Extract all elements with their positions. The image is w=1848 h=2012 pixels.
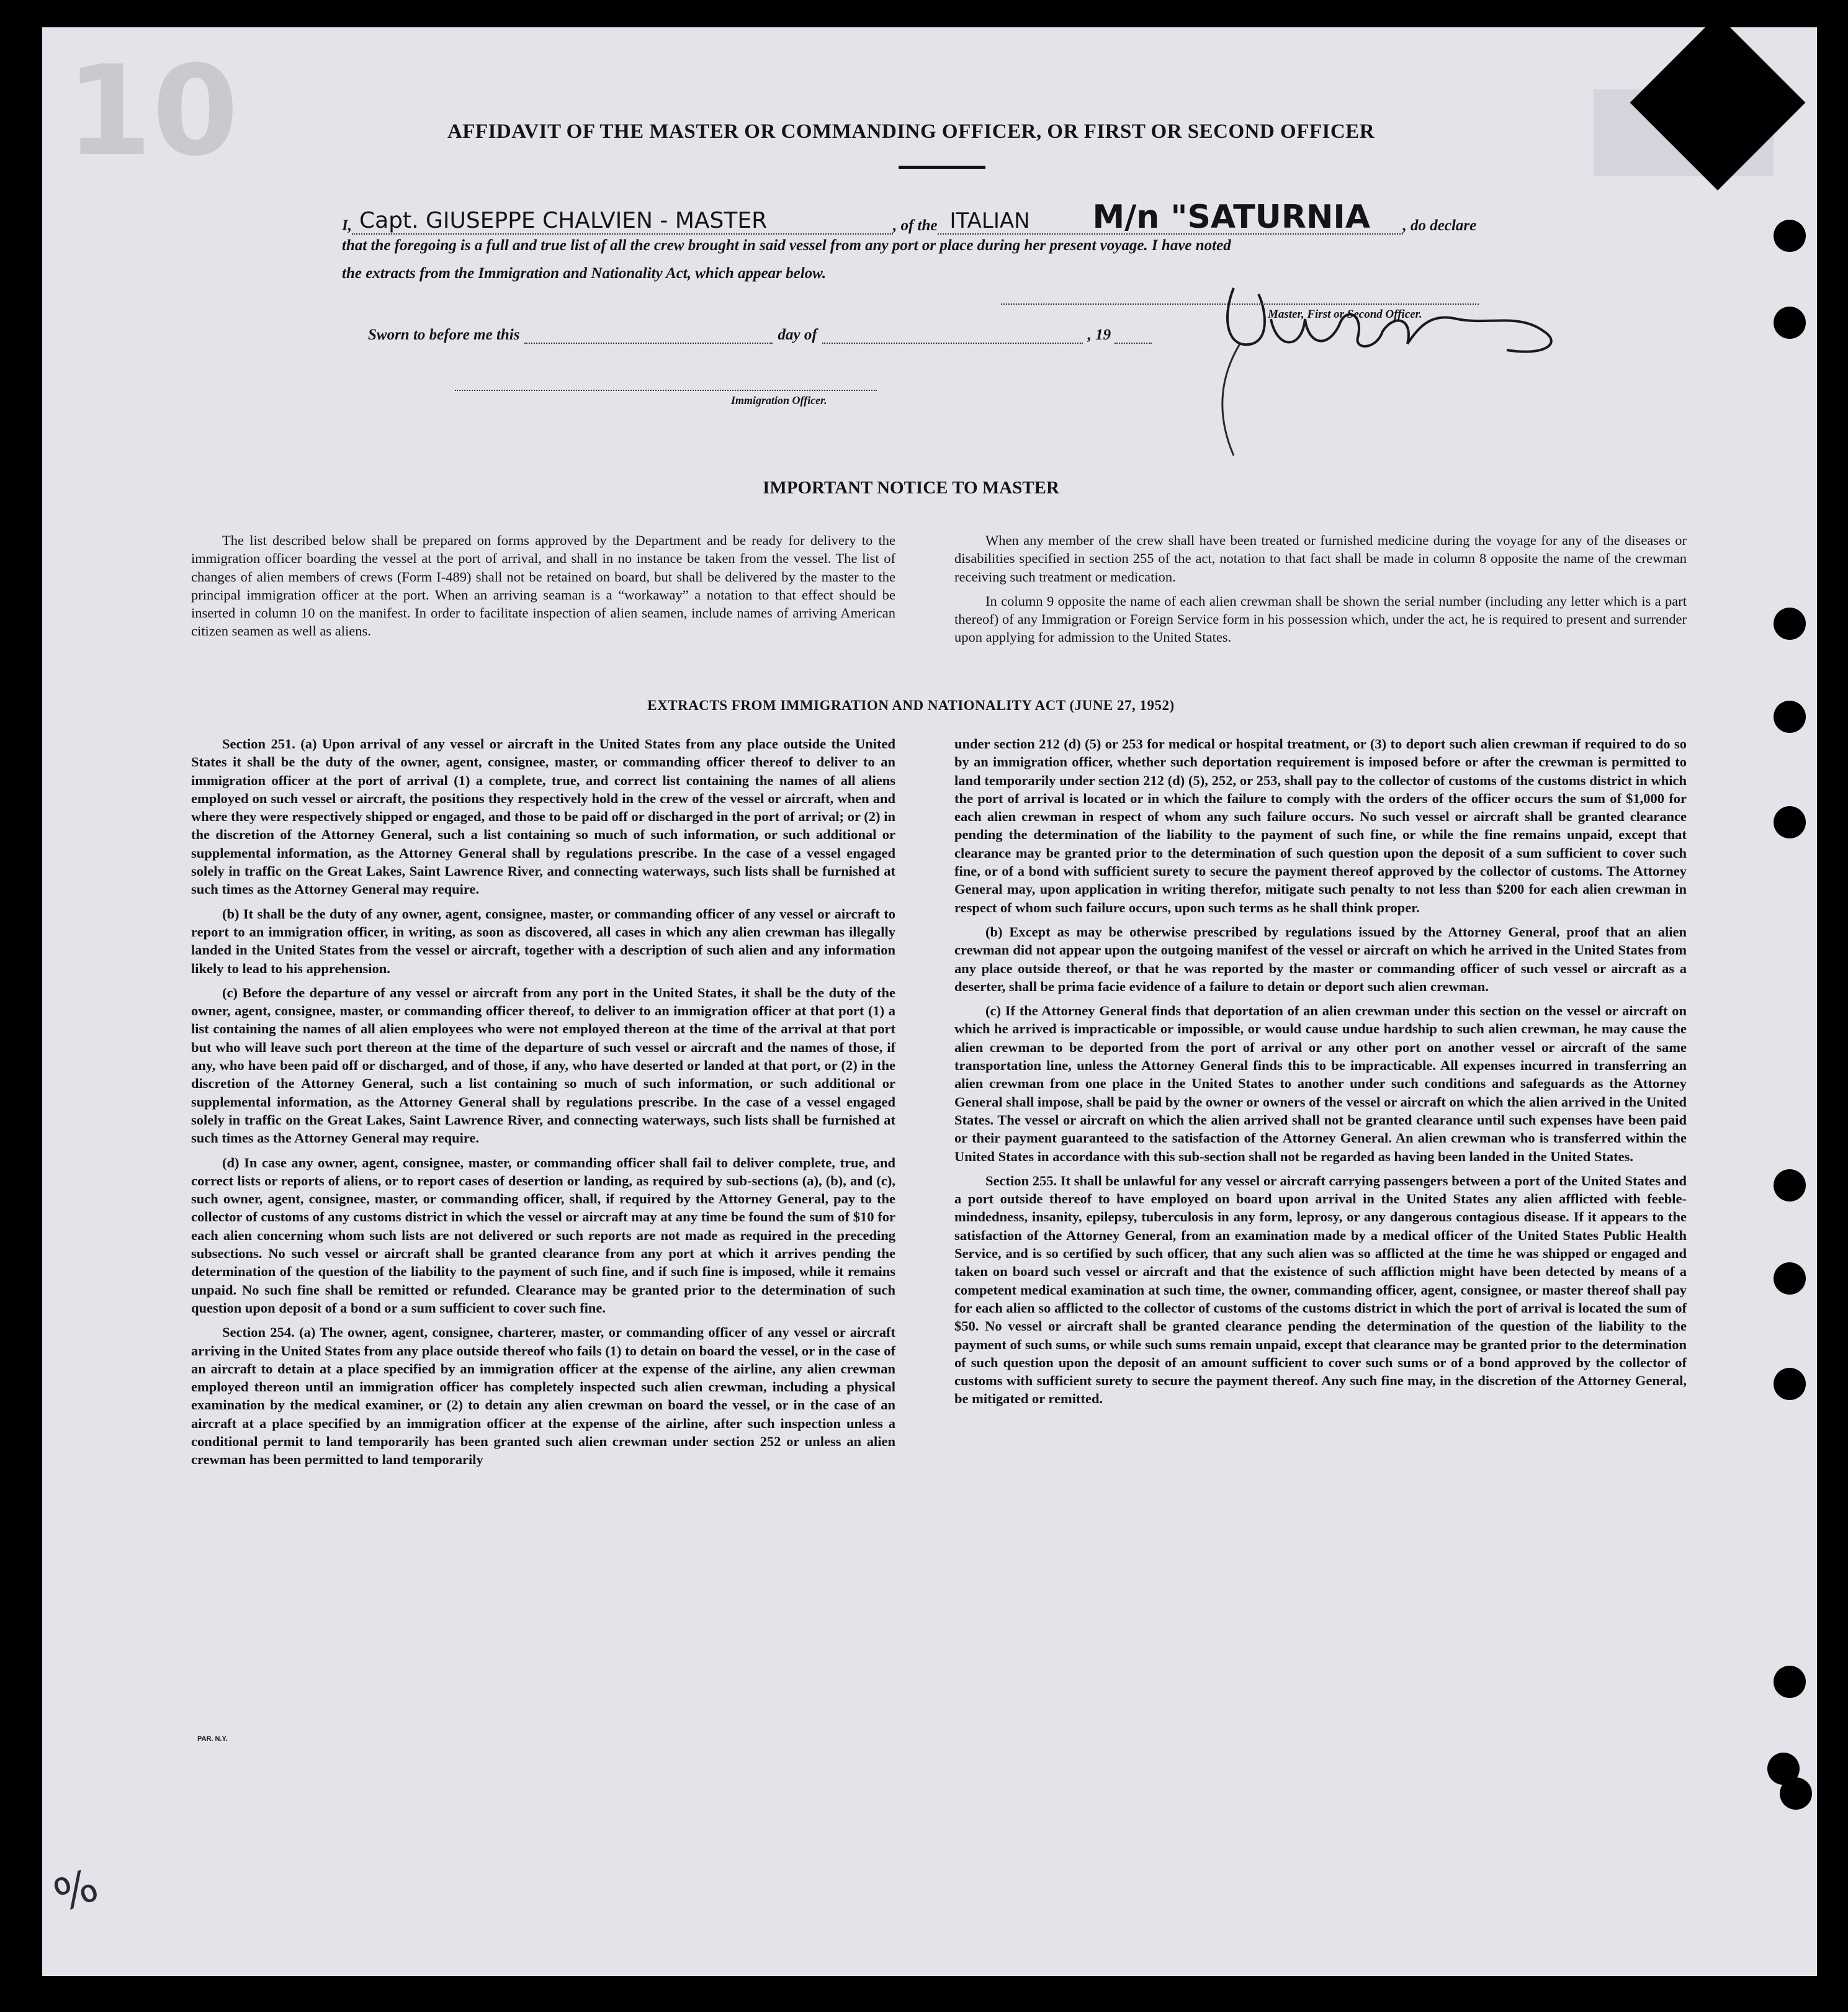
extracts-right-column <box>954 735 1687 1414</box>
master-caption: Master, First or Second Officer. <box>1268 308 1422 321</box>
printer-mark: PAR. N.Y. <box>197 1735 228 1743</box>
year-label: , 19 <box>1087 326 1111 343</box>
declaration-line-2: the extracts from the Immigration and Nationality Act, which appear below. <box>342 265 827 282</box>
day-of-label: day of <box>778 326 817 343</box>
i-label: I, <box>342 217 352 234</box>
sworn-row <box>368 326 1152 344</box>
extracts-left-column <box>191 735 895 1475</box>
section-251c: (c) Before the departure of any vessel or aircraft from any port in the United States, it shall be the duty of the owner, agent, consignee, master, or commanding officer thereof, to deliver to an immigration officer at that port (1) a list containing the names of all alien employees who were not employed thereon at the time of the arrival at that port but who will leave such port thereon at the time of the departure of such vessel or aircraft and the names of those, if any, who have been paid off or discharged, and of those, if any, who have deserted or landed at that port, or (2) in the discretion of the Attorney General, such a list containing so much of such information, or such additional or supplemental information, as the Attorney General shall by regulations prescribe. In the case of a vessel engaged solely in traffic on the Great Lakes, Saint Lawrence River, and connecting waterways, such lists shall be furnished at such times as the Attorney General may require. <box>191 984 895 1146</box>
handwritten-bottom-mark: % <box>47 1858 105 1923</box>
binder-hole <box>1774 806 1806 838</box>
master-name-field: Capt. GIUSEPPE CHALVIEN - MASTER <box>352 208 893 235</box>
binder-hole <box>1774 701 1806 733</box>
of-the-label: , of the <box>892 217 938 234</box>
notice-left-paragraph: The list described below shall be prepared on forms approved by the Department and be ready for delivery to the immigration officer boarding the vessel at the port of arrival, and shall in no instance be taken from the vessel. The list of changes of alien members of crews (Form I-489) shall not be retained on board, but shall be delivered by the master to the principal immigration officer at the port. When an arriving seaman is a “workaway” a notation to that effect should be inserted in column 10 on the manifest. In order to facilitate inspection of alien seamen, include names of arriving American citizen seamen as well as aliens. <box>191 532 895 639</box>
section-255: Section 255. It shall be unlawful for any vessel or aircraft carrying passengers between a port of the United States and a port outside thereof to have employed on board upon arrival in the United States any alien afflicted with feeble-mindedness, insanity, epilepsy, tuberculosis in any form, leprosy, or any dangerous contagious disease. If it appears to the satisfaction of the Attorney General, from an examination made by a medical officer of the United States Public Health Service, and is so certified by such officer, that any such alien was so afflicted at the time he was shipped or engaged and taken on board such vessel or aircraft and that the existence of such affliction might have been detected by means of a competent medical examination at such time, the owner, commanding officer, agent, consignee, or master thereof shall pay for each alien so afflicted to the collector of customs of the customs district in which the port of arrival is located the sum of $50. No vessel or aircraft shall be granted clearance pending the determination of the question of the liability to the payment of such sums, or while such sums remain unpaid, except that clearance may be granted prior to the determination of such question upon the deposit of an amount sufficient to cover such sums or of a bond approved by the collector of customs with sufficient surety to secure the payment thereof. Any such fine may, in the discretion of the Attorney General, be mitigated or remitted. <box>954 1172 1687 1407</box>
do-declare-label: , do declare <box>1402 217 1477 234</box>
binder-hole <box>1774 1368 1806 1400</box>
immigration-officer-line <box>455 390 877 391</box>
declaration-row <box>342 199 1558 236</box>
sworn-label: Sworn to before me this <box>368 326 520 343</box>
extracts-title: EXTRACTS FROM IMMIGRATION AND NATIONALITY ACT (JUNE 27, 1952) <box>647 698 1175 713</box>
binder-hole <box>1780 1777 1812 1810</box>
document-page <box>42 27 1817 1976</box>
binder-hole <box>1774 1262 1806 1295</box>
section-254a-cont: under section 212 (d) (5) or 253 for medical or hospital treatment, or (3) to deport such alien crewman if required to do so by an immigration officer, whether such deportation requirement is imposed before or after the crewman is permitted to land temporarily under section 212 (d) (5), 252, or 253, shall pay to the collector of customs of the customs district in which the port of arrival is located or in which the failure to comply with the orders of the officer occurs the sum of $1,000 for each alien crewman in respect of whom any such failure occurs. No such vessel or aircraft shall be granted clearance pending the determination of the liability to the payment of such fine, or while the fine remains unpaid, except that clearance may be granted prior to the determination of such question upon the deposit of a sum sufficient to cover such fine, or of a bond with sufficient surety to secure the payment thereof approved by the collector of customs. The Attorney General may, upon application in writing therefor, mitigate such penalty to not less than $200 for each alien crewman in respect of whom such failure occurs, upon such terms as he shall think proper. <box>954 736 1687 915</box>
vessel-field <box>938 199 1403 236</box>
signature-line <box>1001 303 1479 305</box>
section-254c: (c) If the Attorney General finds that deportation of an alien crewman under this section on the vessel or aircraft on which he arrived is impracticable or impossible, or would cause undue hardship to such alien crewman, he may cause the alien crewman to be deported from the port of arrival or any other port on another vessel or aircraft of the same transportation line, unless the Attorney General finds this to be impracticable. All expenses incurred in transferring an alien crewman from one place in the United States to another under such conditions and safeguards as the Attorney General shall impose, shall be paid by the owner or owners of the vessel or aircraft on which the alien arrived in the United States. The vessel or aircraft on which the alien arrived shall not be granted clearance until such expenses have been paid or their payment guaranteed to the satisfaction of the Attorney General. An alien crewman who is transferred within the United States in accordance with this sub-section shall not be regarded as having been landed in the United States. <box>954 1003 1687 1164</box>
binder-hole <box>1774 220 1806 252</box>
sworn-day-field <box>524 326 773 344</box>
section-251d: (d) In case any owner, agent, consignee, master, or commanding officer shall fail to deliver complete, true, and correct lists or reports of aliens, or to report cases of desertion or landing, as required by sub-sections (a), (b), and (c), such owner, agent, consignee, master, or commanding officer, shall, if required by the Attorney General, pay to the collector of customs of any customs district in which the vessel or aircraft may at any time be found the sum of $10 for each alien concerning whom such lists are not delivered or such reports are not made as required in the preceding subsections. No such vessel or aircraft shall be granted clearance from any port at which it arrives pending the determination of the question of the liability to the payment of such fine, and if such fine is imposed, while it remains unpaid. No such fine shall be remitted or refunded. Clearance may be granted prior to the determination of such question upon deposit of a bond or a sum sufficient to cover such fine. <box>191 1154 895 1316</box>
sworn-month-field <box>822 326 1083 344</box>
title-rule <box>899 166 985 169</box>
section-251a: Section 251. (a) Upon arrival of any vessel or aircraft in the United States from any place outside the United States it shall be the duty of the owner, agent, consignee, master, or commanding officer thereof to deliver to an immigration officer at the port of arrival (1) a complete, true, and correct list containing the names of all aliens employed on such vessel or aircraft, the positions they respectively hold in the crew of the vessel or aircraft, when and where they were respectively shipped or engaged, and those to be paid off or discharged in the port of arrival; or (2) in the discretion of the Attorney General, such a list containing so much of such information, or such additional or supplemental information, as the Attorney General shall by regulations prescribe. In the case of a vessel engaged solely in traffic on the Great Lakes, Saint Lawrence River, and connecting waterways, such lists shall be furnished at such times as the Attorney General may require. <box>191 736 895 897</box>
notice-title: IMPORTANT NOTICE TO MASTER <box>763 478 1059 498</box>
vessel-name-value: M/n "SATURNIA <box>1092 199 1370 236</box>
nationality-value: ITALIAN <box>949 209 1030 233</box>
sworn-year-field <box>1115 326 1152 344</box>
notice-right-paragraph-1: When any member of the crew shall have been treated or furnished medicine during the voyage for any of the diseases or disabilities specified in section 255 of the act, notation to that fact shall be made in column 8 opposite the name of the crewman receiving such treatment or medication. <box>954 532 1687 585</box>
binder-hole <box>1774 608 1806 640</box>
binder-hole <box>1774 1169 1806 1201</box>
affidavit-title: AFFIDAVIT OF THE MASTER OR COMMANDING OFFICER, OR FIRST OR SECOND OFFICER <box>447 120 1375 143</box>
binder-hole <box>1774 307 1806 339</box>
declaration-line-1: that the foregoing is a full and true list of all the crew brought in said vessel from any port or place during her present voyage. I have noted <box>342 237 1231 254</box>
section-254b: (b) Except as may be otherwise prescribed by regulations issued by the Attorney General, proof that an alien crewman did not appear upon the outgoing manifest of the vessel or aircraft on which he arrived in the United States from any place outside thereof, or that he was reported by the master or commanding officer of such vessel or aircraft as a deserter, shall be prima facie evidence of a failure to detain or deport such alien crewman. <box>954 923 1687 994</box>
corner-stamp-number: 10 <box>66 39 239 184</box>
notice-left-column <box>191 531 895 647</box>
section-254a: Section 254. (a) The owner, agent, consignee, charterer, master, or commanding officer of any vessel or aircraft arriving in the United States from any place outside thereof who fails (1) to detain on board the vessel, or in the case of an aircraft to detain at a place specified by an immigration officer at the expense of the airline, any alien crewman employed thereon until an immigration officer has completely inspected such alien crewman, including a physical examination by the medical examiner, or (2) to detain any alien crewman on board the vessel, or in the case of an aircraft at a place specified by an immigration officer at the expense of the airline, after such inspection unless a conditional permit to land temporarily has been granted such alien crewman under section 252 or unless an alien crewman has been permitted to land temporarily <box>191 1324 895 1468</box>
master-signature <box>1196 251 1594 487</box>
notice-right-paragraph-2: In column 9 opposite the name of each alien crewman shall be shown the serial number (including any letter which is a part thereof) of any Immigration or Foreign Service form in his possession which, under the act, he is required to present and surrender upon applying for admission to the United States. <box>954 593 1687 645</box>
notice-right-column <box>954 531 1687 653</box>
binder-hole <box>1774 1666 1806 1698</box>
immigration-officer-caption: Immigration Officer. <box>731 394 827 406</box>
section-251b: (b) It shall be the duty of any owner, agent, consignee, master, or commanding officer of any vessel or aircraft to report to an immigration officer, in writing, as soon as discovered, all cases in which any alien crewman has illegally landed in the United States from the vessel or aircraft, together with a description of such alien and any information likely to lead to his apprehension. <box>191 905 895 976</box>
